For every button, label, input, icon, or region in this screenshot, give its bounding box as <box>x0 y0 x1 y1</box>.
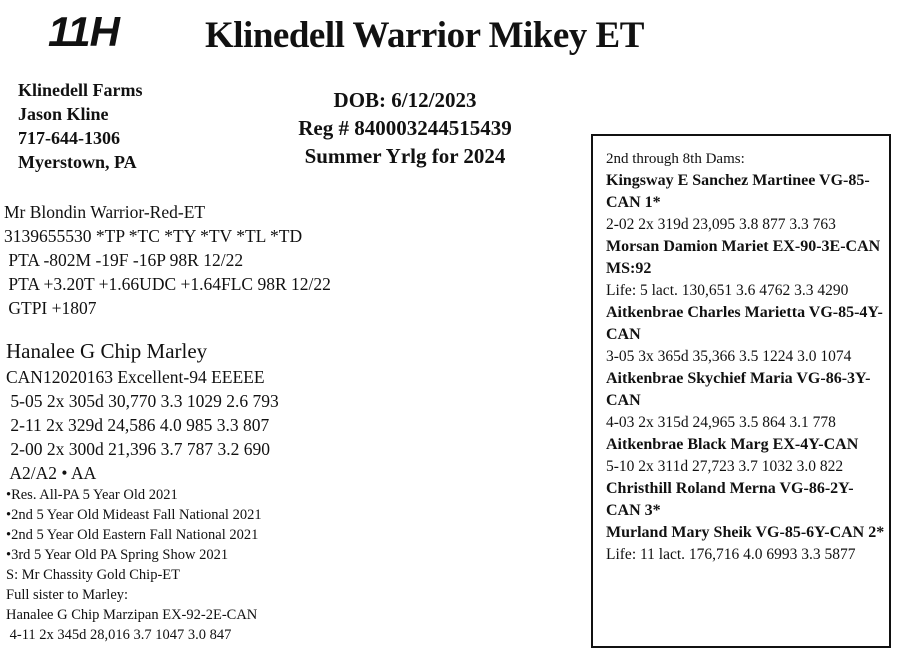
sire-line: PTA +3.20T +1.66UDC +1.64FLC 98R 12/22 <box>4 274 331 294</box>
consignor-phone: 717-644-1306 <box>18 128 120 148</box>
sire-line: GTPI +1807 <box>4 298 97 318</box>
pedigree-dam-name: Morsan Damion Mariet EX-90-3E-CAN MS:92 <box>606 238 881 277</box>
pedigree-dam-name: Christhill Roland Merna VG-86-2Y-CAN 3* <box>606 480 854 519</box>
pedigree-header: 2nd through 8th Dams: <box>606 151 745 167</box>
pedigree-dam-record: Life: 5 lact. 130,651 3.6 4762 3.3 4290 <box>606 282 849 299</box>
pedigree-dam-record: 4-03 2x 315d 24,965 3.5 864 3.1 778 <box>606 414 836 431</box>
sire-line: PTA -802M -19F -16P 98R 12/22 <box>4 250 244 270</box>
sister-record: 4-11 2x 345d 28,016 3.7 1047 3.0 847 <box>6 627 232 643</box>
birth-info-block <box>260 86 550 170</box>
dam-sire: S: Mr Chassity Gold Chip-ET <box>6 567 181 583</box>
dam-award: •Res. All-PA 5 Year Old 2021 <box>6 487 178 503</box>
pedigree-dam-name: Murland Mary Sheik VG-85-6Y-CAN 2* <box>606 524 885 541</box>
sire-name: Mr Blondin Warrior-Red-ET <box>4 202 206 222</box>
pedigree-dam-record: 3-05 3x 365d 35,366 3.5 1224 3.0 1074 <box>606 348 852 365</box>
dam-name: Hanalee G Chip Marley <box>6 339 208 363</box>
sister-header: Full sister to Marley: <box>6 587 129 603</box>
consignor-farm: Klinedell Farms <box>18 80 143 100</box>
dam-award: •2nd 5 Year Old Mideast Fall National 2021 <box>6 507 262 523</box>
pedigree-dam-name: Aitkenbrae Black Marg EX-4Y-CAN <box>606 436 859 453</box>
pedigree-dam-record: Life: 11 lact. 176,716 4.0 6993 3.3 5877 <box>606 546 856 563</box>
pedigree-dam-name: Kingsway E Sanchez Martinee VG-85-CAN 1* <box>606 172 870 211</box>
consignor-block <box>18 78 143 174</box>
pedigree-dam-name: Aitkenbrae Charles Marietta VG-85-4Y-CAN <box>606 304 883 343</box>
dam-line: 2-00 2x 300d 21,396 3.7 787 3.2 690 <box>6 439 270 459</box>
dam-line: 2-11 2x 329d 24,586 4.0 985 3.3 807 <box>6 415 270 435</box>
lot-number: 11H <box>48 8 119 55</box>
dob: DOB: 6/12/2023 <box>333 88 477 112</box>
dam-block <box>6 338 279 645</box>
sire-line: 3139655530 *TP *TC *TY *TV *TL *TD <box>4 226 303 246</box>
consignor-owner: Jason Kline <box>18 104 109 124</box>
dam-line: 5-05 2x 305d 30,770 3.3 1029 2.6 793 <box>6 391 279 411</box>
dam-award: •2nd 5 Year Old Eastern Fall National 2021 <box>6 527 259 543</box>
consignor-location: Myerstown, PA <box>18 152 137 172</box>
dam-line: A2/A2 • AA <box>6 463 97 483</box>
animal-name-title: Klinedell Warrior Mikey ET <box>205 15 644 56</box>
registration-number: Reg # 840003244515439 <box>298 116 512 140</box>
dam-line: CAN12020163 Excellent-94 EEEEE <box>6 367 265 387</box>
pedigree-list <box>606 148 888 566</box>
pedigree-dam-record: 5-10 2x 311d 27,723 3.7 1032 3.0 822 <box>606 458 844 475</box>
pedigree-dam-record: 2-02 2x 319d 23,095 3.8 877 3.3 763 <box>606 216 836 233</box>
age-class: Summer Yrlg for 2024 <box>304 144 506 168</box>
pedigree-dam-name: Aitkenbrae Skychief Maria VG-86-3Y-CAN <box>606 370 871 409</box>
sister-name: Hanalee G Chip Marzipan EX-92-2E-CAN <box>6 607 258 623</box>
sire-block <box>4 200 331 320</box>
dam-award: •3rd 5 Year Old PA Spring Show 2021 <box>6 547 229 563</box>
